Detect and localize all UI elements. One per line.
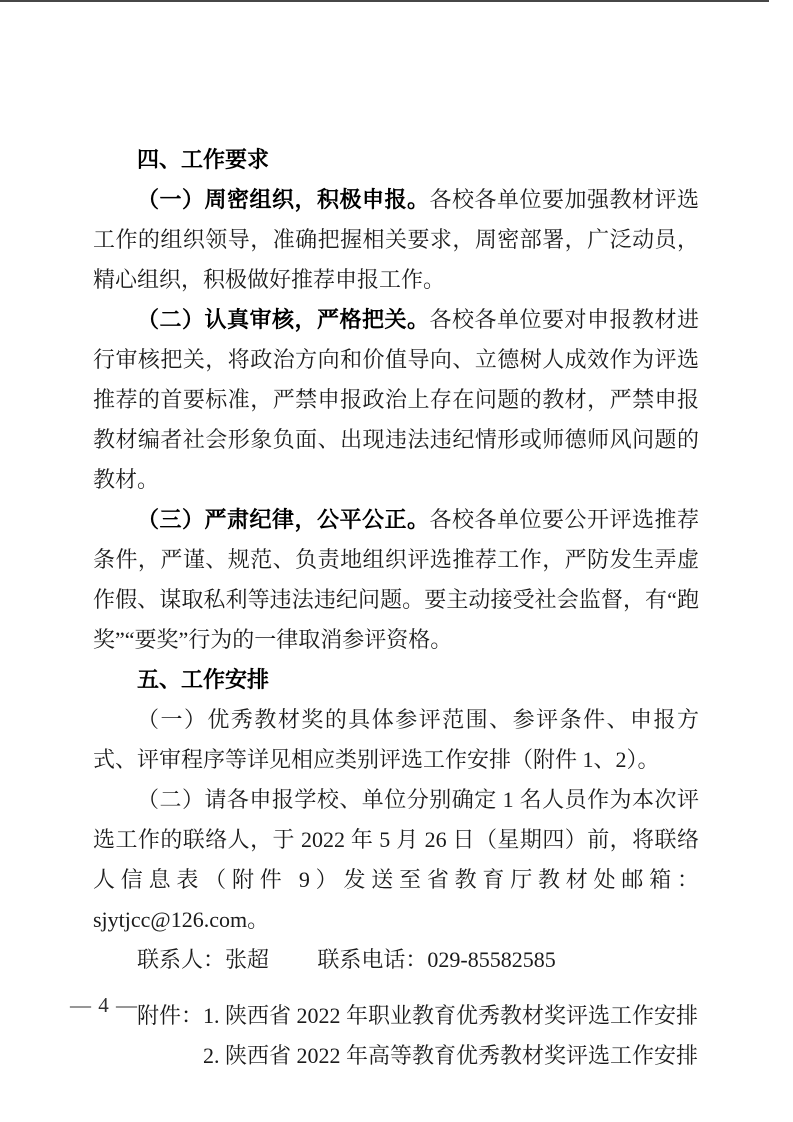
page-number: — 4 — [70,993,138,1017]
paragraph-review-gatekeep-body: 各校各单位要对申报教材进行审核把关，将政治方向和价值导向、立德树人成效作为评选推荐的首要标准，严禁申报政治上存在问题的教材，严禁申报教材编者社会形象负面、出现违法违纪情形或师德师风问题的教材。 [93,307,699,492]
section-heading-work-requirements: 四、工作要求 [137,147,270,172]
attachment-item-2: 2. 陕西省 2022 年高等教育优秀教材奖评选工作安排 [203,1043,699,1068]
paragraph-discipline-fairness-body: 各校各单位要公开评选推荐条件，严谨、规范、负责地组织评选推荐工作，严防发生弄虚作假、谋取私利等违法违纪问题。要主动接受社会监督，有“跑奖”“要奖”行为的一律取消参评资格。 [93,507,699,652]
paragraph-organize-apply-body: 各校各单位要加强教材评选工作的组织领导，准确把握相关要求，周密部署，广泛动员，精心组织，积极做好推荐申报工作。 [93,187,699,292]
paragraph-discipline-fairness [93,500,699,660]
paragraph-review-gatekeep-lead: （二）认真审核，严格把关。 [137,307,430,332]
attachments-list [203,996,699,1076]
section-heading-work-schedule: 五、工作安排 [137,667,270,692]
paragraph-award-scope: （一）优秀教材奖的具体参评范围、参评条件、申报方式、评审程序等详见相应类别评选工作安排（附件 1、2）。 [93,707,699,772]
paragraph-liaison-info: （二）请各申报学校、单位分别确定 1 名人员作为本次评选工作的联络人，于 2022 年 5 月 26 日（星期四）前，将联络人信息表（附件 9）发送至省教育厅教材处邮箱：sjytjcc@126.com。 [93,787,699,932]
paragraph-organize-apply [93,180,699,300]
paragraph-review-gatekeep [93,300,699,500]
attachment-item-1: 1. 陕西省 2022 年职业教育优秀教材奖评选工作安排 [203,1003,699,1028]
attachments-label: 附件： [137,1003,204,1028]
paragraph-organize-apply-lead: （一）周密组织，积极申报。 [137,187,430,212]
document-body [93,140,699,1076]
contact-line [93,940,699,980]
scan-edge-rule [0,0,769,2]
attachments-block [93,996,699,1076]
contact-phone: 联系电话：029-85582585 [317,947,556,972]
paragraph-discipline-fairness-lead: （三）严肃纪律，公平公正。 [137,507,430,532]
contact-person: 联系人：张超 [137,947,270,972]
